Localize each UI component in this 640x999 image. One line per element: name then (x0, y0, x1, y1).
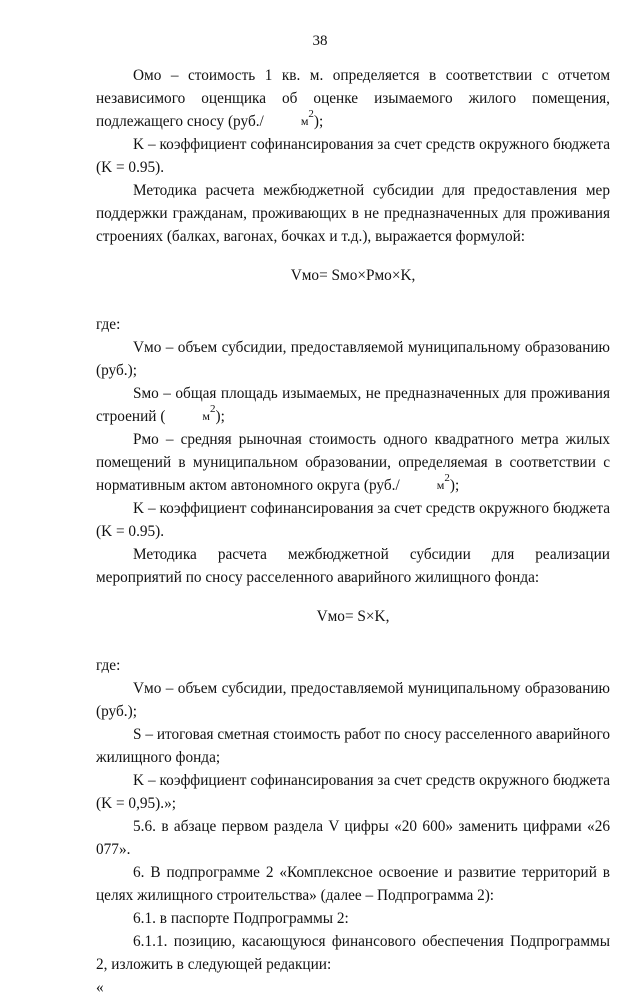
paragraph-text: Sмо – общая площадь изымаемых, не предназначенных для проживания строений ( (96, 385, 610, 425)
unit-exponent: 2 (308, 108, 314, 120)
paragraph (96, 930, 610, 976)
paragraph (96, 815, 610, 861)
unit-square-meters (264, 108, 314, 129)
paragraph (96, 723, 610, 769)
paragraph-text: « (96, 979, 104, 996)
paragraph-tail: ); (313, 113, 324, 130)
paragraph-text: K – коэффициент софинансирования за счет средств окружного бюджета (K = 0.95). (96, 136, 610, 176)
paragraph (96, 654, 610, 677)
paragraph-text: K – коэффициент софинансирования за счет средств окружного бюджета (K = 0,95).»; (96, 772, 610, 812)
paragraph-tail: ); (215, 408, 225, 425)
paragraph-text: Омо – стоимость 1 кв. м. определяется в соответствии с отчетом независимого оценщика об оценке изымаемого жилого помещения, подлежащего сносу (руб./ (96, 67, 610, 130)
paragraph (96, 769, 610, 815)
paragraph-text: Vмо= S×K, (316, 608, 390, 625)
page-number: 38 (312, 33, 328, 49)
paragraph (96, 497, 610, 543)
paragraph-text: S – итоговая сметная стоимость работ по сносу расселенного аварийного жилищного фонда; (96, 726, 610, 766)
paragraph (96, 428, 610, 497)
paragraph (96, 677, 610, 723)
paragraph-text: Методика расчета межбюджетной субсидии для предоставления мер поддержки гражданам, проживающих в не предназначенных для проживания строениях (балках, вагонах, бочках и т.д.), выражается формулой: (96, 182, 610, 245)
unit-square-meters (165, 403, 216, 424)
formula (96, 605, 610, 628)
paragraph-text: Pмо – средняя рыночная стоимость одного квадратного метра жилых помещений в муниципальном образовании, определяемая в соответствии с нормативным актом автономного округа (руб./ (96, 431, 610, 494)
paragraph (96, 861, 610, 907)
paragraph (96, 133, 610, 179)
paragraph (96, 179, 610, 248)
formula (96, 264, 610, 287)
paragraph-text: 6.1. в паспорте Подпрограммы 2: (133, 910, 349, 927)
paragraph-text: Методика расчета межбюджетной субсидии для реализации мероприятий по сносу расселенного аварийного жилищного фонда: (96, 546, 610, 586)
paragraph (96, 907, 610, 930)
unit-base: м (202, 409, 211, 423)
unit-exponent: 2 (444, 472, 450, 484)
unit-base: м (436, 478, 445, 492)
paragraph-text: Vмо – объем субсидии, предоставляемой муниципальному образованию (руб.); (96, 339, 610, 379)
paragraph-text: 5.6. в абзаце первом раздела V цифры «20 600» заменить цифрами «26 077». (96, 818, 610, 858)
paragraph-tail: ); (449, 477, 460, 494)
paragraph-text: где: (96, 657, 121, 674)
paragraph (96, 313, 610, 336)
paragraph (96, 64, 610, 133)
paragraph (96, 336, 610, 382)
document-body (96, 64, 610, 999)
paragraph-text: K – коэффициент софинансирования за счет средств окружного бюджета (K = 0.95). (96, 500, 610, 540)
paragraph-text: 6.1.1. позицию, касающуюся финансового обеспечения Подпрограммы 2, изложить в следующей редакции: (96, 933, 610, 973)
paragraph (96, 382, 610, 428)
paragraph (96, 543, 610, 589)
paragraph-text: Vмо – объем субсидии, предоставляемой муниципальному образованию (руб.); (96, 680, 610, 720)
paragraph-text: где: (96, 316, 121, 333)
unit-square-meters (400, 472, 450, 493)
paragraph-text: 6. В подпрограмме 2 «Комплексное освоение и развитие территорий в целях жилищного строительства» (далее – Подпрограмма 2): (96, 864, 610, 904)
paragraph-text: Vмо= Sмо×Pмо×K, (290, 267, 416, 284)
unit-exponent: 2 (210, 403, 216, 415)
unit-base: м (300, 114, 309, 128)
paragraph (96, 976, 610, 999)
